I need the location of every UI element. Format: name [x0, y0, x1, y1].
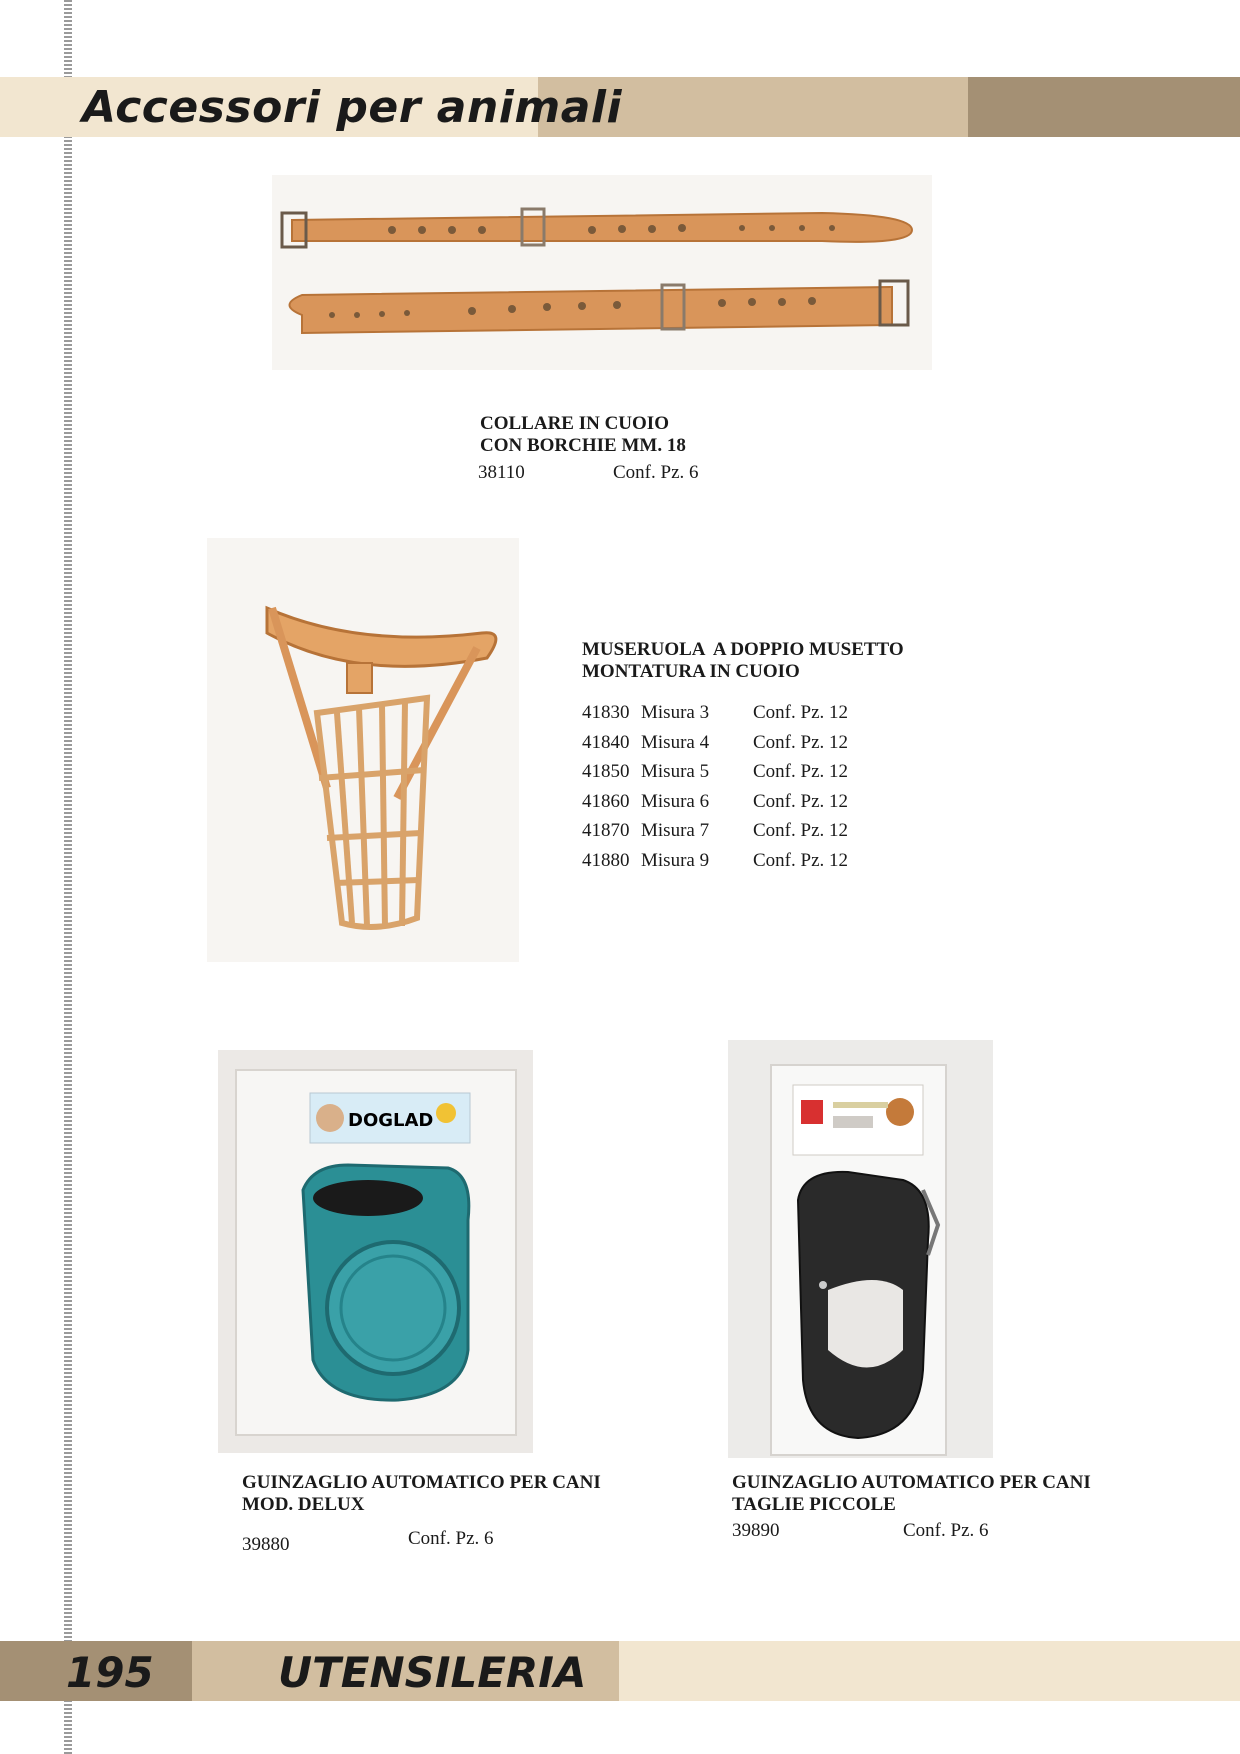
variant-row	[582, 732, 848, 762]
variant-row	[582, 702, 848, 732]
collar-title-line-2: CON BORCHIE MM. 18	[480, 435, 686, 456]
variant-code: 41830	[582, 702, 630, 723]
leash-delux-title	[242, 1472, 601, 1516]
variant-row	[582, 791, 848, 821]
retractable-leash-black-photo	[728, 1040, 993, 1458]
leash-small-title-line-2: TAGLIE PICCOLE	[732, 1494, 896, 1515]
variant-pack: Conf. Pz. 12	[753, 761, 848, 783]
variant-row	[582, 850, 848, 880]
variant-code: 41880	[582, 849, 630, 871]
variant-size: Misura 4	[641, 731, 710, 753]
variant-size: Misura 6	[641, 790, 710, 812]
page-title: Accessori per animali	[82, 82, 623, 133]
variant-pack: Conf. Pz. 12	[753, 702, 848, 723]
muzzle-variant-table	[582, 702, 848, 880]
leash-small-title-line-1: GUINZAGLIO AUTOMATICO PER CANI	[732, 1472, 1091, 1493]
muzzle-title-line-2: MONTATURA IN CUOIO	[582, 661, 800, 682]
collar-pack: Conf. Pz. 6	[613, 462, 699, 483]
variant-pack: Conf. Pz. 12	[753, 849, 848, 871]
leash-small-pack: Conf. Pz. 6	[903, 1520, 989, 1541]
retractable-leash-teal-photo	[218, 1050, 533, 1453]
variant-code: 41850	[582, 761, 630, 783]
footer-band	[0, 1641, 1240, 1701]
doglad-package-label: DOGLAD	[348, 1110, 434, 1131]
variant-pack: Conf. Pz. 12	[753, 820, 848, 842]
leash-delux-title-line-2: MOD. DELUX	[242, 1494, 365, 1515]
collar-title	[480, 413, 686, 457]
leash-delux-code: 39880	[242, 1534, 290, 1555]
leash-small-title	[732, 1472, 1091, 1516]
variant-row	[582, 820, 848, 850]
variant-row	[582, 761, 848, 791]
dog-muzzle-photo	[207, 538, 519, 962]
collar-title-line-1: COLLARE IN CUOIO	[480, 413, 669, 434]
variant-code: 41860	[582, 790, 630, 812]
section-name: UTENSILERIA	[278, 1648, 587, 1697]
page-number: 195	[66, 1648, 154, 1697]
variant-size: Misura 7	[641, 820, 710, 842]
variant-size: Misura 9	[641, 849, 710, 871]
variant-pack: Conf. Pz. 12	[753, 731, 848, 753]
header-band-dark	[968, 77, 1240, 137]
variant-code: 41840	[582, 731, 630, 753]
leather-collar-photo	[272, 175, 932, 370]
binding-spine	[64, 0, 72, 1754]
muzzle-title	[582, 639, 904, 683]
variant-code: 41870	[582, 820, 630, 842]
leash-delux-pack: Conf. Pz. 6	[408, 1528, 494, 1549]
variant-size: Misura 5	[641, 761, 710, 783]
collar-code: 38110	[478, 462, 525, 483]
muzzle-title-line-1: MUSERUOLA A DOPPIO MUSETTO	[582, 639, 904, 660]
variant-pack: Conf. Pz. 12	[753, 790, 848, 812]
leash-small-code: 39890	[732, 1520, 780, 1541]
variant-size: Misura 3	[641, 702, 710, 723]
leash-delux-title-line-1: GUINZAGLIO AUTOMATICO PER CANI	[242, 1472, 601, 1493]
footer-band-light	[619, 1641, 1240, 1701]
